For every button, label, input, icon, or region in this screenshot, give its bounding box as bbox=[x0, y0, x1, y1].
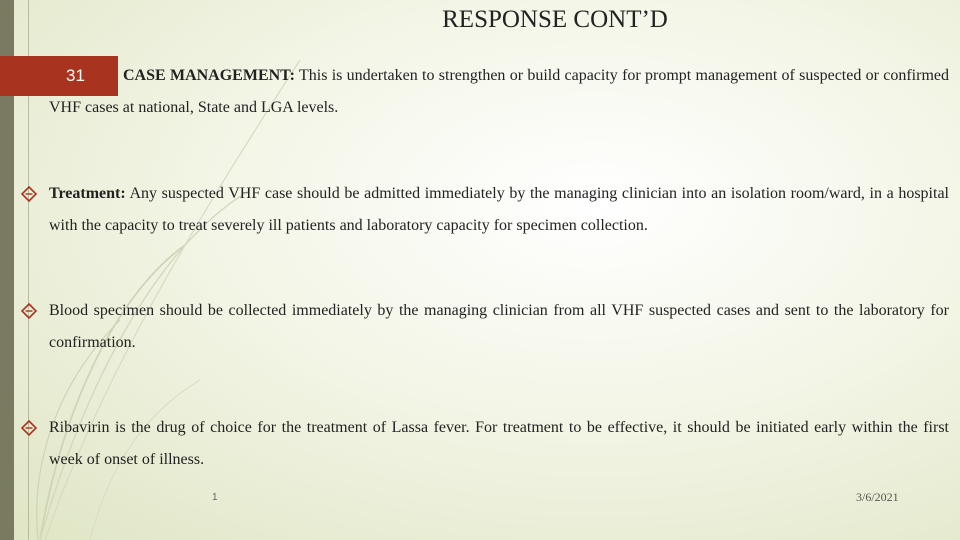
bullet-ribavirin bbox=[49, 412, 949, 476]
bullet-text: Ribavirin is the drug of choice for the treatment of Lassa fever. For treatment to be effective, it should be initiated early within the first week of onset of illness. bbox=[49, 419, 949, 468]
bullet-treatment bbox=[49, 178, 949, 242]
diamond-bullet-icon bbox=[20, 302, 38, 320]
case-management-paragraph bbox=[49, 60, 949, 124]
footer-date: 3/6/2021 bbox=[856, 490, 899, 504]
diamond-bullet-icon bbox=[20, 185, 38, 203]
bullet-heading: Treatment: bbox=[49, 185, 126, 202]
bullet-text: Any suspected VHF case should be admitted immediately by the managing clinician into an isolation room/ward, in a hospital with the capacity to treat severely ill patients and laboratory capacity for specimen collection. bbox=[49, 185, 949, 234]
diamond-bullet-icon bbox=[20, 419, 38, 437]
bullet-blood-specimen bbox=[49, 295, 949, 359]
slide-number: 31 bbox=[66, 66, 85, 85]
case-management-text: This is undertaken to strengthen or build capacity for prompt management of suspected or confirmed VHF cases at national, State and LGA levels. bbox=[49, 67, 950, 116]
footer-page-number: 1 bbox=[212, 492, 218, 503]
slide-title: RESPONSE CONT’D bbox=[442, 6, 668, 33]
bullet-text: Blood specimen should be collected immediately by the managing clinician from all VHF suspected cases and sent to the laboratory for confirmation. bbox=[49, 302, 949, 351]
case-management-heading: CASE MANAGEMENT: bbox=[123, 67, 295, 84]
